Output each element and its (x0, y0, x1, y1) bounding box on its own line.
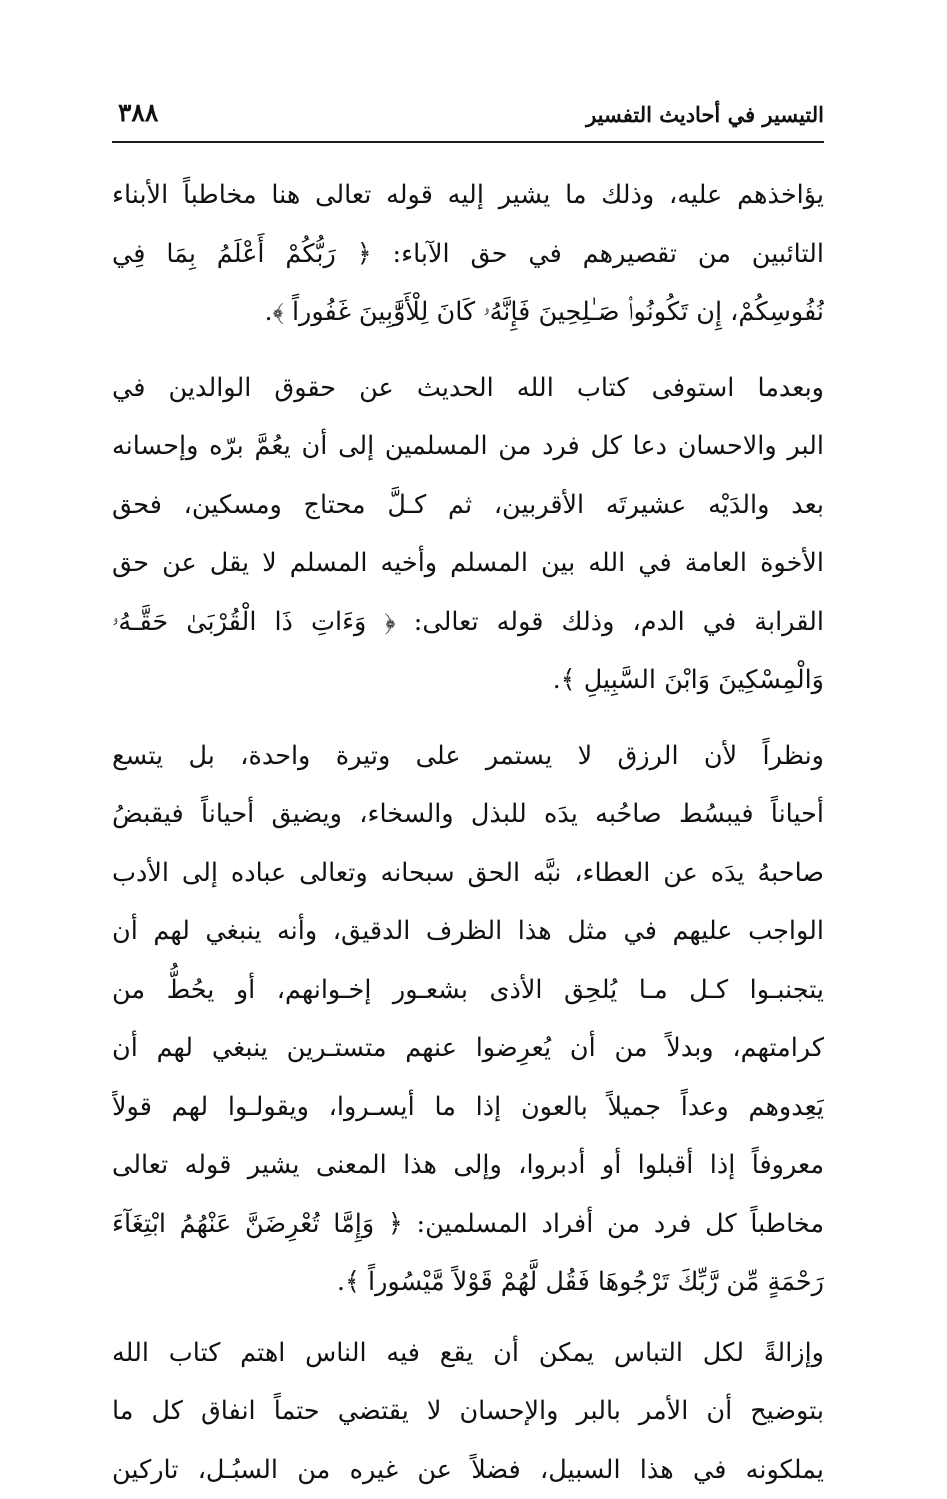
paragraph-gap (112, 1312, 824, 1324)
text-line: يؤاخذهم عليه، وذلك ما يشير إليه قوله تعالى هنا مخاطباً الأبناء (112, 166, 824, 225)
paragraph-2 (112, 359, 824, 710)
text-line: بتوضيح أن الأمر بالبر والإحسان لا يقتضي حتماً انفاق كل ما (112, 1382, 824, 1441)
text-line: يَعِدوهم وعداً جميلاً بالعون إذا ما أيسـروا، ويقولـوا لهم قولاً (112, 1078, 824, 1137)
text-line: الواجب عليهم في مثل هذا الظرف الدقيق، وأنه ينبغي لهم أن (112, 902, 824, 961)
running-title: التيسير في أحاديث التفسير (586, 102, 824, 127)
text-line: نُفُوسِكُمْ، إِن تَكُونُوا۟ صَـٰلِحِينَ فَإِنَّهُۥ كَانَ لِلْأَوَّٰبِينَ غَفُوراً ﴾. (112, 283, 824, 342)
paragraph-gap (112, 342, 824, 359)
paragraph-gap (112, 710, 824, 727)
text-line: القرابة في الدم، وذلك قوله تعالى: ﴿ وَءَاتِ ذَا الْقُرْبَىٰ حَقَّـهُۥ (112, 593, 824, 652)
text-line: ونظراً لأن الرزق لا يستمر على وتيرة واحدة، بل يتسع (112, 727, 824, 786)
text-line: الأخوة العامة في الله بين المسلم وأخيه المسلم لا يقل عن حق (112, 534, 824, 593)
paragraph-3 (112, 727, 824, 1312)
text-line: بعد والدَيْه عشيرتَه الأقربين، ثم كـلَّ محتاج ومسكين، فحق (112, 476, 824, 535)
text-line: البر والاحسان دعا كل فرد من المسلمين إلى أن يعُمَّ برّه وإحسانه (112, 417, 824, 476)
text-line: وَالْمِسْكِينَ وَابْنَ السَّبِيلِ ﴾. (112, 651, 824, 710)
text-line: صاحبهُ يدَه عن العطاء، نبَّه الحق سبحانه وتعالى عباده إلى الأدب (112, 844, 824, 903)
running-header (112, 98, 824, 142)
text-line: يملكونه في هذا السبيل، فضلاً عن غيره من السبُـل، تاركين (112, 1441, 824, 1499)
text-line: مخاطباً كل فرد من أفراد المسلمين: ﴿ وَإِمَّا تُعْرِضَنَّ عَنْهُمُ ابْتِغَآءَ (112, 1195, 824, 1254)
text-line: وبعدما استوفى كتاب الله الحديث عن حقوق الوالدين في (112, 359, 824, 418)
text-line: وإزالةً لكل التباس يمكن أن يقع فيه الناس اهتم كتاب الله (112, 1324, 824, 1383)
text-line: رَحْمَةٍ مِّن رَّبِّكَ تَرْجُوهَا فَقُل لَّهُمْ قَوْلاً مَّيْسُوراً ﴾. (112, 1253, 824, 1312)
text-line: كرامتهم، وبدلاً من أن يُعرِضوا عنهم متستـرين ينبغي لهم أن (112, 1019, 824, 1078)
text-line: معروفاً إذا أقبلوا أو أدبروا، وإلى هذا المعنى يشير قوله تعالى (112, 1136, 824, 1195)
paragraph-4 (112, 1324, 824, 1499)
page-number: ٣٨٨ (118, 98, 158, 127)
header-rule (112, 141, 824, 143)
text-line: أحياناً فيبسُط صاحُبه يدَه للبذل والسخاء، ويضيق أحياناً فيقبضُ (112, 785, 824, 844)
body-text (112, 166, 824, 1499)
text-line: التائبين من تقصيرهم في حق الآباء: ﴿ رَبُّكُمْ أَعْلَمُ بِمَا فِي (112, 225, 824, 284)
text-line: يتجنبـوا كـل مـا يُلحِق الأذى بشعـور إخـوانهم، أو يحُطُّ من (112, 961, 824, 1020)
paragraph-1 (112, 166, 824, 342)
